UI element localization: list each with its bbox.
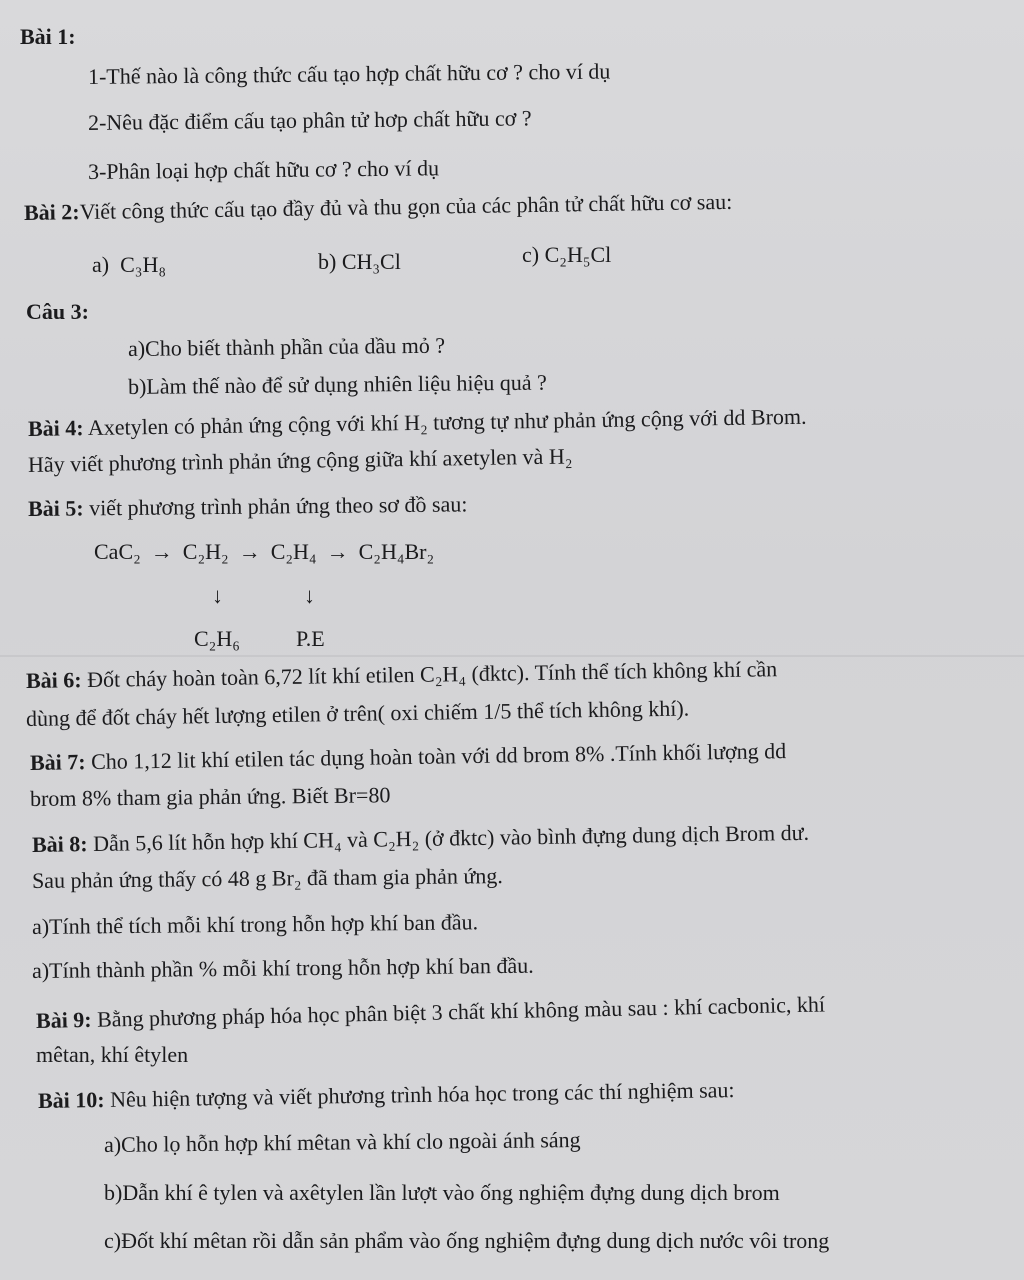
bai4-line-2: Hãy viết phương trình phản ứng cộng giữa khí axetylen và H₂ — [27, 443, 573, 477]
bai2-c-label: c) — [522, 242, 540, 267]
bai7-line-2: brom 8% tham gia phản ứng. Biết Br=80 — [29, 782, 391, 811]
chain-compound-2: C₂H₂ — [182, 539, 229, 564]
bai9-heading: Bài 9: — [35, 1006, 92, 1033]
bai10-heading: Bài 10: — [37, 1086, 105, 1113]
bai9-text-1: Bằng phương pháp hóa học phân biệt 3 chất khí không màu sau : khí cacbonic, khí — [96, 991, 826, 1032]
chain-arrow-icon: → — [238, 539, 261, 564]
chain-arrow-icon: → — [150, 539, 173, 564]
down-arrow-icon: ↓ — [304, 583, 315, 608]
bai7-line-1 — [30, 736, 787, 778]
bai2-c-formula: C₂H₅Cl — [544, 242, 612, 267]
bai1-item-3: 3-Phân loại hợp chất hữu cơ ? cho ví dụ — [87, 155, 440, 184]
bai2-b-label: b) — [318, 249, 337, 274]
bai2-a-label: a) — [92, 252, 110, 277]
bai10-item-b: b)Dẫn khí ê tylen và axêtylen lần lượt vào ống nghiệm đựng dung dịch brom — [104, 1180, 780, 1205]
bai5-branch-2: P.E — [296, 626, 325, 651]
cau3-item-b: b)Làm thế nào để sử dụng nhiên liệu hiệu quả ? — [127, 369, 547, 399]
bai2-a-formula: C₃H₈ — [120, 252, 166, 277]
bai7-heading: Bài 7: — [29, 749, 86, 775]
paper-fold — [0, 655, 1024, 657]
bai1-item-1: 1-Thế nào là công thức cấu tạo hợp chất hữu cơ ? cho ví dụ — [87, 58, 611, 89]
bai2-b-formula: CH₃Cl — [341, 249, 401, 274]
bai1-item-2: 2-Nêu đặc điểm cấu tạo phân tử hơp chất hữu cơ ? — [87, 105, 532, 135]
bai9-line-2: mêtan, khí êtylen — [36, 1042, 189, 1067]
cau3-heading: Câu 3: — [26, 299, 89, 324]
bai6-heading: Bài 6: — [25, 667, 82, 693]
bai2-option-c — [522, 240, 611, 270]
bai8-item-a: a)Tính thể tích mỗi khí trong hỗn hợp khí ban đầu. — [31, 909, 479, 939]
bai5-branch-1: C₂H₆ — [194, 626, 240, 651]
bai5-heading: Bài 5: — [27, 495, 84, 521]
bai2-line — [24, 187, 733, 228]
bai8-item-b: a)Tính thành phần % mỗi khí trong hỗn hợp khí ban đầu. — [31, 952, 534, 983]
bai8-heading: Bài 8: — [31, 831, 88, 857]
bai5-reaction-chain — [94, 537, 434, 567]
cau3-item-a: a)Cho biết thành phần của dầu mỏ ? — [127, 332, 446, 361]
bai6-line-2: dùng để đốt cháy hết lượng etilen ở trên( oxi chiếm 1/5 thể tích không khí). — [25, 695, 690, 731]
bai4-heading: Bài 4: — [27, 415, 84, 441]
bai10-line — [38, 1075, 735, 1116]
chain-compound-1: CaC₂ — [94, 539, 141, 564]
bai7-text-1: Cho 1,12 lit khí etilen tác dụng hoàn toàn với dd brom 8% .Tính khối lượng dd — [90, 738, 787, 775]
bai2-heading: Bài 2: — [23, 199, 80, 225]
bai1-heading: Bài 1: — [20, 24, 76, 49]
bai6-text-1: Đốt cháy hoàn toàn 6,72 lít khí etilen C₂H₄ (đktc). Tính thể tích không khí cần — [86, 656, 778, 693]
bai8-line-1 — [32, 818, 810, 860]
down-arrow-icon: ↓ — [212, 583, 223, 608]
chain-compound-4: C₂H₄Br₂ — [358, 539, 435, 564]
bai5-text: viết phương trình phản ứng theo sơ đồ sau: — [88, 491, 468, 521]
bai5-line — [28, 489, 468, 524]
bai9-line-1 — [36, 989, 826, 1036]
bai4-text-1: Axetylen có phản ứng cộng với khí H₂ tương tự như phản ứng cộng với dd Brom. — [87, 403, 807, 441]
bai6-line-1 — [26, 654, 778, 696]
chain-arrow-icon: → — [326, 539, 349, 564]
chain-compound-3: C₂H₄ — [270, 539, 317, 564]
bai2-option-a — [92, 250, 166, 280]
bai10-item-a: a)Cho lọ hỗn hợp khí mêtan và khí clo ngoài ánh sáng — [103, 1127, 581, 1157]
bai2-text: Viết công thức cấu tạo đầy đủ và thu gọn của các phân tử chất hữu cơ sau: — [79, 188, 733, 225]
bai8-text-1: Dẫn 5,6 lít hỗn hợp khí CH₄ và C₂H₂ (ở đktc) vào bình đựng dung dịch Brom dư. — [92, 819, 810, 857]
bai4-line-1 — [28, 402, 807, 444]
bai2-option-b — [318, 247, 401, 277]
bai10-text: Nêu hiện tượng và viết phương trình hóa học trong các thí nghiệm sau: — [109, 1077, 735, 1112]
bai8-line-2: Sau phản ứng thấy có 48 g Br₂ đã tham gia phản ứng. — [31, 863, 503, 893]
bai10-item-c: c)Đốt khí mêtan rồi dẫn sản phẩm vào ống nghiệm đựng dung dịch nước vôi trong — [104, 1228, 830, 1253]
